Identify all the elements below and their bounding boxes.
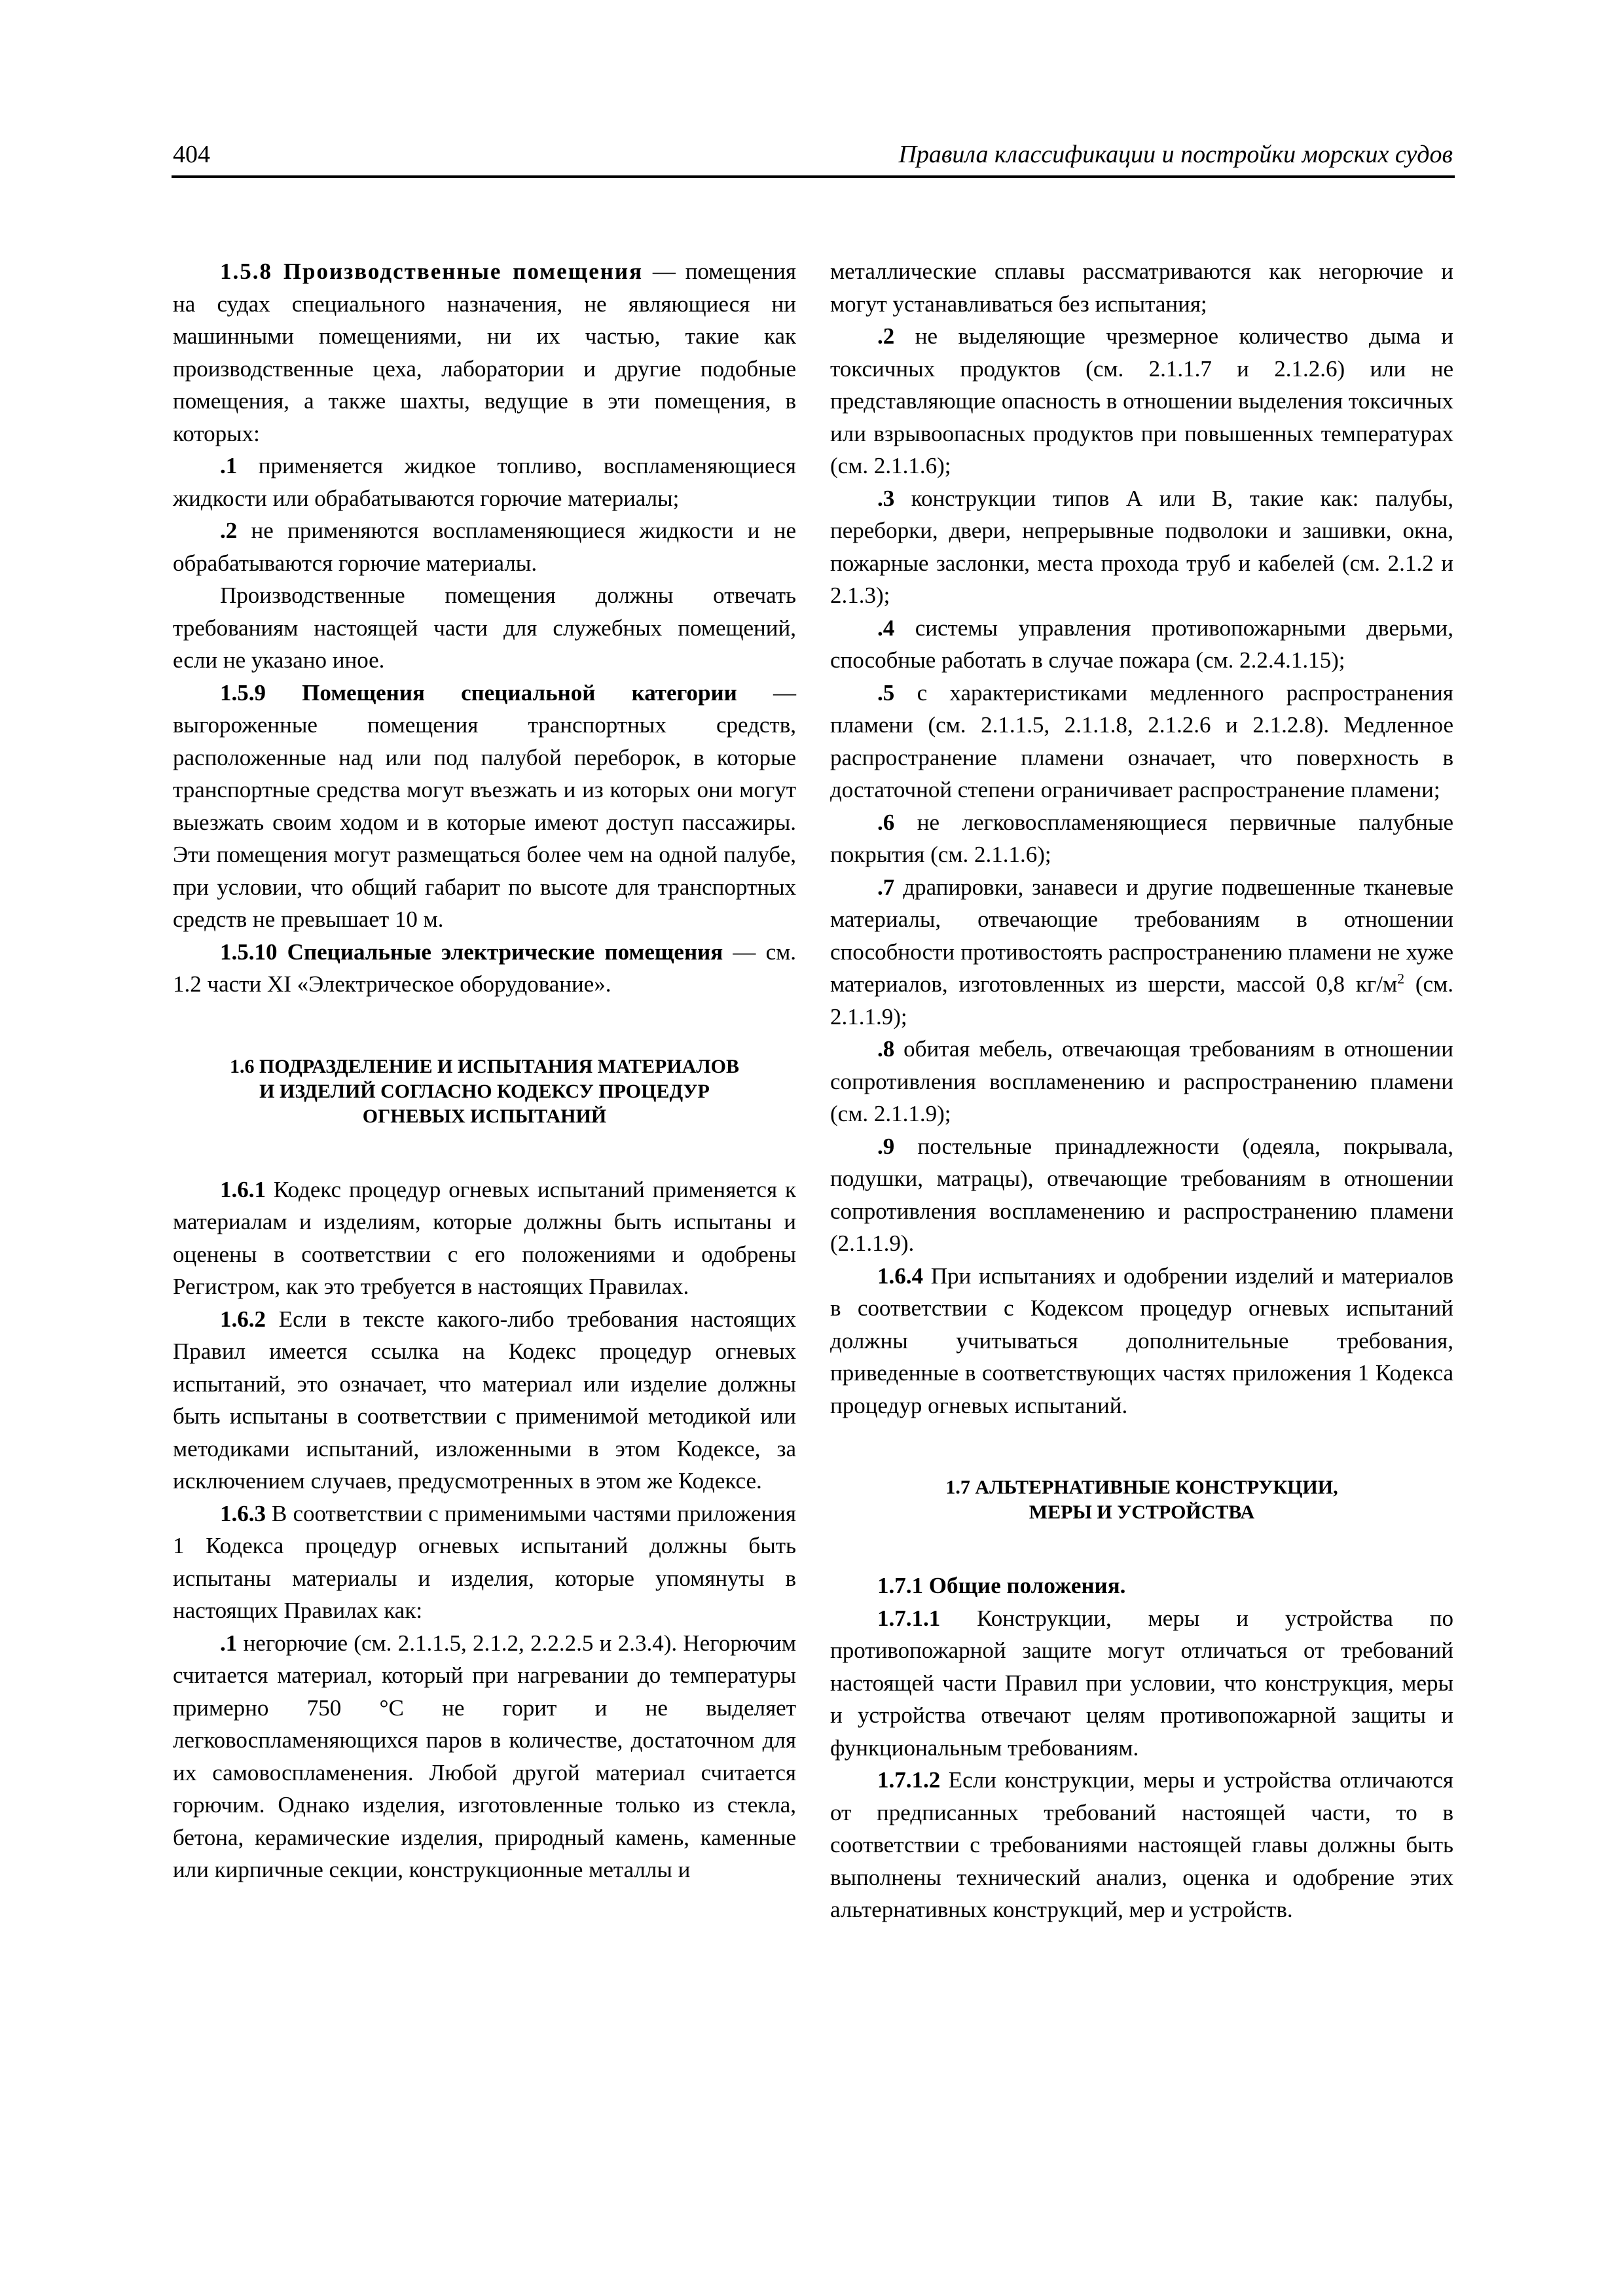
item-number: .5 — [877, 679, 895, 706]
clause-number: 1.6.1 — [220, 1176, 266, 1202]
paragraph-1-7-1-2 — [830, 1764, 1453, 1926]
paragraph-text: — см. 1.2 части XI «Электрическое оборудование». — [173, 939, 796, 997]
paragraph-text: При испытаниях и одобрении изделий и материалов в соответствии с Кодексом процедур огневых испытаний должны учитываться дополнительные требования, приведенные в соответствующих частях приложения 1 Кодекса процедур огневых испытаний. — [830, 1263, 1453, 1418]
clause-number: 1.7.1.2 — [877, 1767, 941, 1793]
paragraph-text: не применяются воспламеняющиеся жидкости и не обрабатываются горючие материалы. — [173, 518, 796, 576]
paragraph-1-7-1 — [830, 1570, 1453, 1602]
paragraph-1-5-9 — [173, 677, 796, 936]
paragraph-text: В соответствии с применимыми частями приложения 1 Кодекса процедур огневых испытаний должны быть испытаны материалы и изделия, которые упомянуты в настоящих Правилах как: — [173, 1500, 796, 1623]
paragraph-item-8 — [830, 1033, 1453, 1130]
right-column — [830, 255, 1453, 1926]
paragraph-item-5 — [830, 677, 1453, 806]
paragraph-text: Если в тексте какого-либо требования настоящих Правил имеется ссылка на Кодекс процедур огневых испытаний, это означает, что материал или изделие должны быть испытаны в соответствии с применимой методикой или методиками испытаний, изложенными в этом Кодексе, за исключением случаев, предусмотренных в этом же Кодексе. — [173, 1306, 796, 1494]
item-number: .4 — [877, 615, 895, 641]
paragraph-item-4 — [830, 612, 1453, 677]
item-number: .7 — [877, 874, 895, 900]
paragraph-1-6-3 — [173, 1498, 796, 1627]
item-number: .2 — [877, 323, 895, 349]
running-title: Правила классификации и постройки морских судов — [898, 141, 1453, 168]
clause-number: 1.7.1 Общие положения. — [877, 1573, 1126, 1598]
item-number: .2 — [220, 518, 238, 543]
clause-number: 1.5.9 Помещения специальной категории — [220, 679, 737, 706]
paragraph-text: не легковоспламеняющиеся первичные палубные покрытия (см. 2.1.1.6); — [830, 809, 1453, 867]
paragraph-text: обитая мебель, отвечающая требованиям в отношении сопротивления воспламенению и распространению пламени (см. 2.1.1.9); — [830, 1036, 1453, 1126]
section-heading-1-7: 1.7 АЛЬТЕРНАТИВНЫЕ КОНСТРУКЦИИ, МЕРЫ И УСТРОЙСТВА — [945, 1477, 1338, 1523]
paragraph-note — [173, 579, 796, 677]
paragraph-text: Если конструкции, меры и устройства отличаются от предписанных требований настоящей части, то в соответствии с требованиями настоящей главы должны быть выполнены технический анализ, оценка и одобрение этих альтернативных конструкций, мер и устройств. — [830, 1767, 1453, 1922]
clause-number: 1.6.4 — [877, 1263, 923, 1289]
paragraph-text: Производственные помещения должны отвечать требованиям настоящей части для служебных помещений, если не указано иное. — [173, 583, 796, 673]
clause-number: 1.5.10 Специальные электрические помещения — [220, 939, 723, 965]
left-column — [173, 255, 796, 1886]
paragraph-continuation — [830, 255, 1453, 320]
item-number: .6 — [877, 809, 895, 835]
paragraph-text: не выделяющие чрезмерное количество дыма и токсичных продуктов (см. 2.1.1.7 и 2.1.2.6) или не представляющие опасность в отношении выделения токсичных или взрывоопасных продуктов при повышенных температурах (см. 2.1.1.6); — [830, 323, 1453, 478]
paragraph-item-2 — [830, 320, 1453, 482]
clause-number: 1.7.1.1 — [877, 1605, 941, 1631]
paragraph-1-5-8 — [173, 255, 796, 450]
paragraph-item-7 — [830, 871, 1453, 1033]
clause-number: 1.5.8 Производственные помещения — [220, 259, 644, 284]
clause-number: 1.6.3 — [220, 1500, 266, 1526]
paragraph-item-9 — [830, 1130, 1453, 1260]
paragraph-text: драпировки, занавеси и другие подвешенные тканевые материалы, отвечающие требованиям в отношении способности противостоять распространению пламени не хуже материалов, изготовленных из шерсти, массой 0,8 кг/м — [830, 874, 1453, 997]
paragraph-text: (см. 2.1.1.9); — [830, 971, 1453, 1030]
clause-number: 1.6.2 — [220, 1306, 266, 1332]
paragraph-text: системы управления противопожарными дверьми, способные работать в случае пожара (см. 2.2.4.1.15); — [830, 615, 1453, 673]
paragraph-text: Кодекс процедур огневых испытаний применяется к материалам и изделиям, которые должны быть испытаны и оценены в соответствии с его положениями и одобрены Регистром, как это требуется в настоящих Правилах. — [173, 1176, 796, 1299]
item-number: .8 — [877, 1036, 895, 1062]
paragraph-1-5-10 — [173, 936, 796, 1001]
item-number: .1 — [220, 1630, 238, 1656]
paragraph-text: применяется жидкое топливо, воспламеняющиеся жидкости или обрабатываются горючие материалы; — [173, 453, 796, 511]
paragraph-text: Конструкции, меры и устройства по противопожарной защите могут отличаться от требований настоящей части Правил при условии, что конструкция, меры и устройства отвечают целям противопожарной защиты и функциональным требованиям. — [830, 1605, 1453, 1761]
paragraph-1-7-1-1 — [830, 1602, 1453, 1765]
paragraph-item-1-noncombustible — [173, 1627, 796, 1886]
paragraph-text: — выгороженные помещения транспортных средств, расположенные над или под палубой переборок, в которые транспортные средства могут въезжать и из которых они могут выезжать своим ходом и в которые имеют доступ пассажиры. Эти помещения могут размещаться более чем на одной палубе, при условии, что общий габарит по высоте для транспортных средств не превышает 10 м. — [173, 679, 797, 932]
paragraph-item-2 — [173, 514, 796, 579]
header-rule — [172, 175, 1455, 178]
paragraph-text: конструкции типов А или В, такие как: палубы, переборки, двери, непрерывные подволоки и зашивки, окна, пожарные заслонки, места прохода труб и кабелей (см. 2.1.2 и 2.1.3); — [830, 485, 1453, 608]
paragraph-1-6-1 — [173, 1174, 796, 1303]
superscript: 2 — [1397, 970, 1405, 987]
paragraph-text: с характеристиками медленного распространения пламени (см. 2.1.1.5, 2.1.1.8, 2.1.2.6 и 2.1.2.8). Медленное распространение пламени означает, что поверхность в достаточной степени ограничивает распространение пламени; — [830, 679, 1453, 802]
paragraph-item-3 — [830, 482, 1453, 612]
paragraph-1-6-4 — [830, 1260, 1453, 1422]
paragraph-text: негорючие (см. 2.1.1.5, 2.1.2, 2.2.2.5 и 2.3.4). Негорючим считается материал, который при нагревании до температуры примерно 750 °С не горит и не выделяет легковоспламеняющихся паров в количестве, достаточном для их самовоспламенения. Любой другой материал считается горючим. Однако изделия, изготовленные только из стекла, бетона, керамические изделия, природный камень, каменные или кирпичные секции, конструкционные металлы и — [173, 1630, 796, 1882]
paragraph-text: — помещения на судах специального назначения, не являющиеся ни машинными помещениями, ни их частью, такие как производственные цеха, лаборатории и другие подобные помещения, а также шахты, ведущие в эти помещения, в которых: — [173, 259, 796, 446]
paragraph-item-1 — [173, 450, 796, 514]
section-heading-1-6: 1.6 ПОДРАЗДЕЛЕНИЕ И ИСПЫТАНИЯ МАТЕРИАЛОВ И ИЗДЕЛИЙ СОГЛАСНО КОДЕКСУ ПРОЦЕДУР ОГНЕВЫХ ИСПЫТАНИЙ — [229, 1055, 740, 1127]
paragraph-1-6-2 — [173, 1303, 796, 1498]
item-number: .9 — [877, 1133, 895, 1159]
item-number: .1 — [220, 453, 238, 478]
paragraph-text: постельные принадлежности (одеяла, покрывала, подушки, матрацы), отвечающие требованиям в отношении сопротивления воспламенению и распространению пламени (2.1.1.9). — [830, 1133, 1453, 1256]
page-number: 404 — [173, 141, 210, 168]
item-number: .3 — [877, 485, 895, 511]
paragraph-item-6 — [830, 806, 1453, 871]
paragraph-text: металлические сплавы рассматриваются как негорючие и могут устанавливаться без испытания; — [830, 259, 1453, 317]
